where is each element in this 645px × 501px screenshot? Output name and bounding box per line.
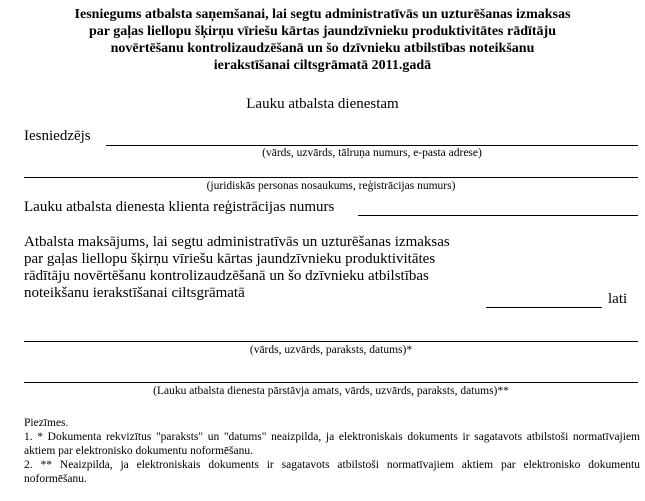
payment-line: rādītāju novērtēšanu kontrolizaudzēšanā un šo dzīvnieku atbilstības — [24, 268, 429, 284]
signature-line[interactable] — [24, 341, 638, 342]
title-line: novērtēšanu kontrolizaudzēšanā un šo dzīvnieku atbilstības noteikšanu — [110, 41, 535, 56]
applicant-person-caption: (vārds, uzvārds, tālruņa numurs, e-pasta adrese) — [262, 147, 482, 159]
client-reg-line[interactable] — [358, 215, 638, 216]
applicant-person-line[interactable] — [106, 145, 638, 146]
official-line[interactable] — [24, 382, 638, 383]
client-reg-label: Lauku atbalsta dienesta klienta reģistrācijas numurs — [24, 199, 335, 215]
note-item: 1. * Dokumenta rekvizītus "paraksts" un "datums" neaizpilda, ja elektroniskais dokuments ir sagatavots atbilstoši normatīvajiem aktiem par elektronisko dokumentu noformēšanu. — [24, 431, 640, 457]
applicant-label: Iesniedzējs — [24, 128, 91, 144]
official-caption: (Lauku atbalsta dienesta pārstāvja amats, vārds, uzvārds, paraksts, datums)** — [153, 385, 509, 397]
notes — [24, 416, 640, 486]
applicant-legal-caption: (juridiskās personas nosaukums, reģistrācijas numurs) — [206, 180, 456, 192]
signature-caption: (vārds, uzvārds, paraksts, datums)* — [249, 344, 413, 356]
amount-line[interactable] — [486, 307, 602, 308]
payment-line: Atbalsta maksājums, lai segtu administratīvās un uzturēšanas izmaksas — [24, 234, 450, 250]
document-title — [0, 6, 645, 74]
title-line: ierakstīšanai ciltsgrāmatā 2011.gadā — [213, 58, 432, 73]
currency-label: lati — [608, 291, 628, 307]
note-item: 2. ** Neaizpilda, ja elektroniskais dokuments ir sagatavots atbilstoši normatīvajiem aktiem par elektronisko dokumentu noformēšanu. — [24, 459, 640, 485]
recipient: Lauku atbalsta dienestam — [246, 96, 399, 112]
payment-paragraph — [24, 234, 450, 302]
applicant-legal-line[interactable] — [24, 177, 638, 178]
title-line: par gaļas liellopu šķirņu vīriešu kārtas jaundzīvnieku produktivitātes rādītāju — [88, 24, 556, 39]
notes-heading: Piezīmes. — [24, 417, 69, 429]
payment-line: par gaļas liellopu šķirņu vīriešu kārtas jaundzīvnieku produktivitātes — [24, 251, 436, 267]
payment-line: noteikšanu ierakstīšanai ciltsgrāmatā — [24, 285, 245, 301]
title-line: Iesniegums atbalsta saņemšanai, lai segtu administratīvās un uzturēšanas izmaksas — [74, 7, 571, 22]
